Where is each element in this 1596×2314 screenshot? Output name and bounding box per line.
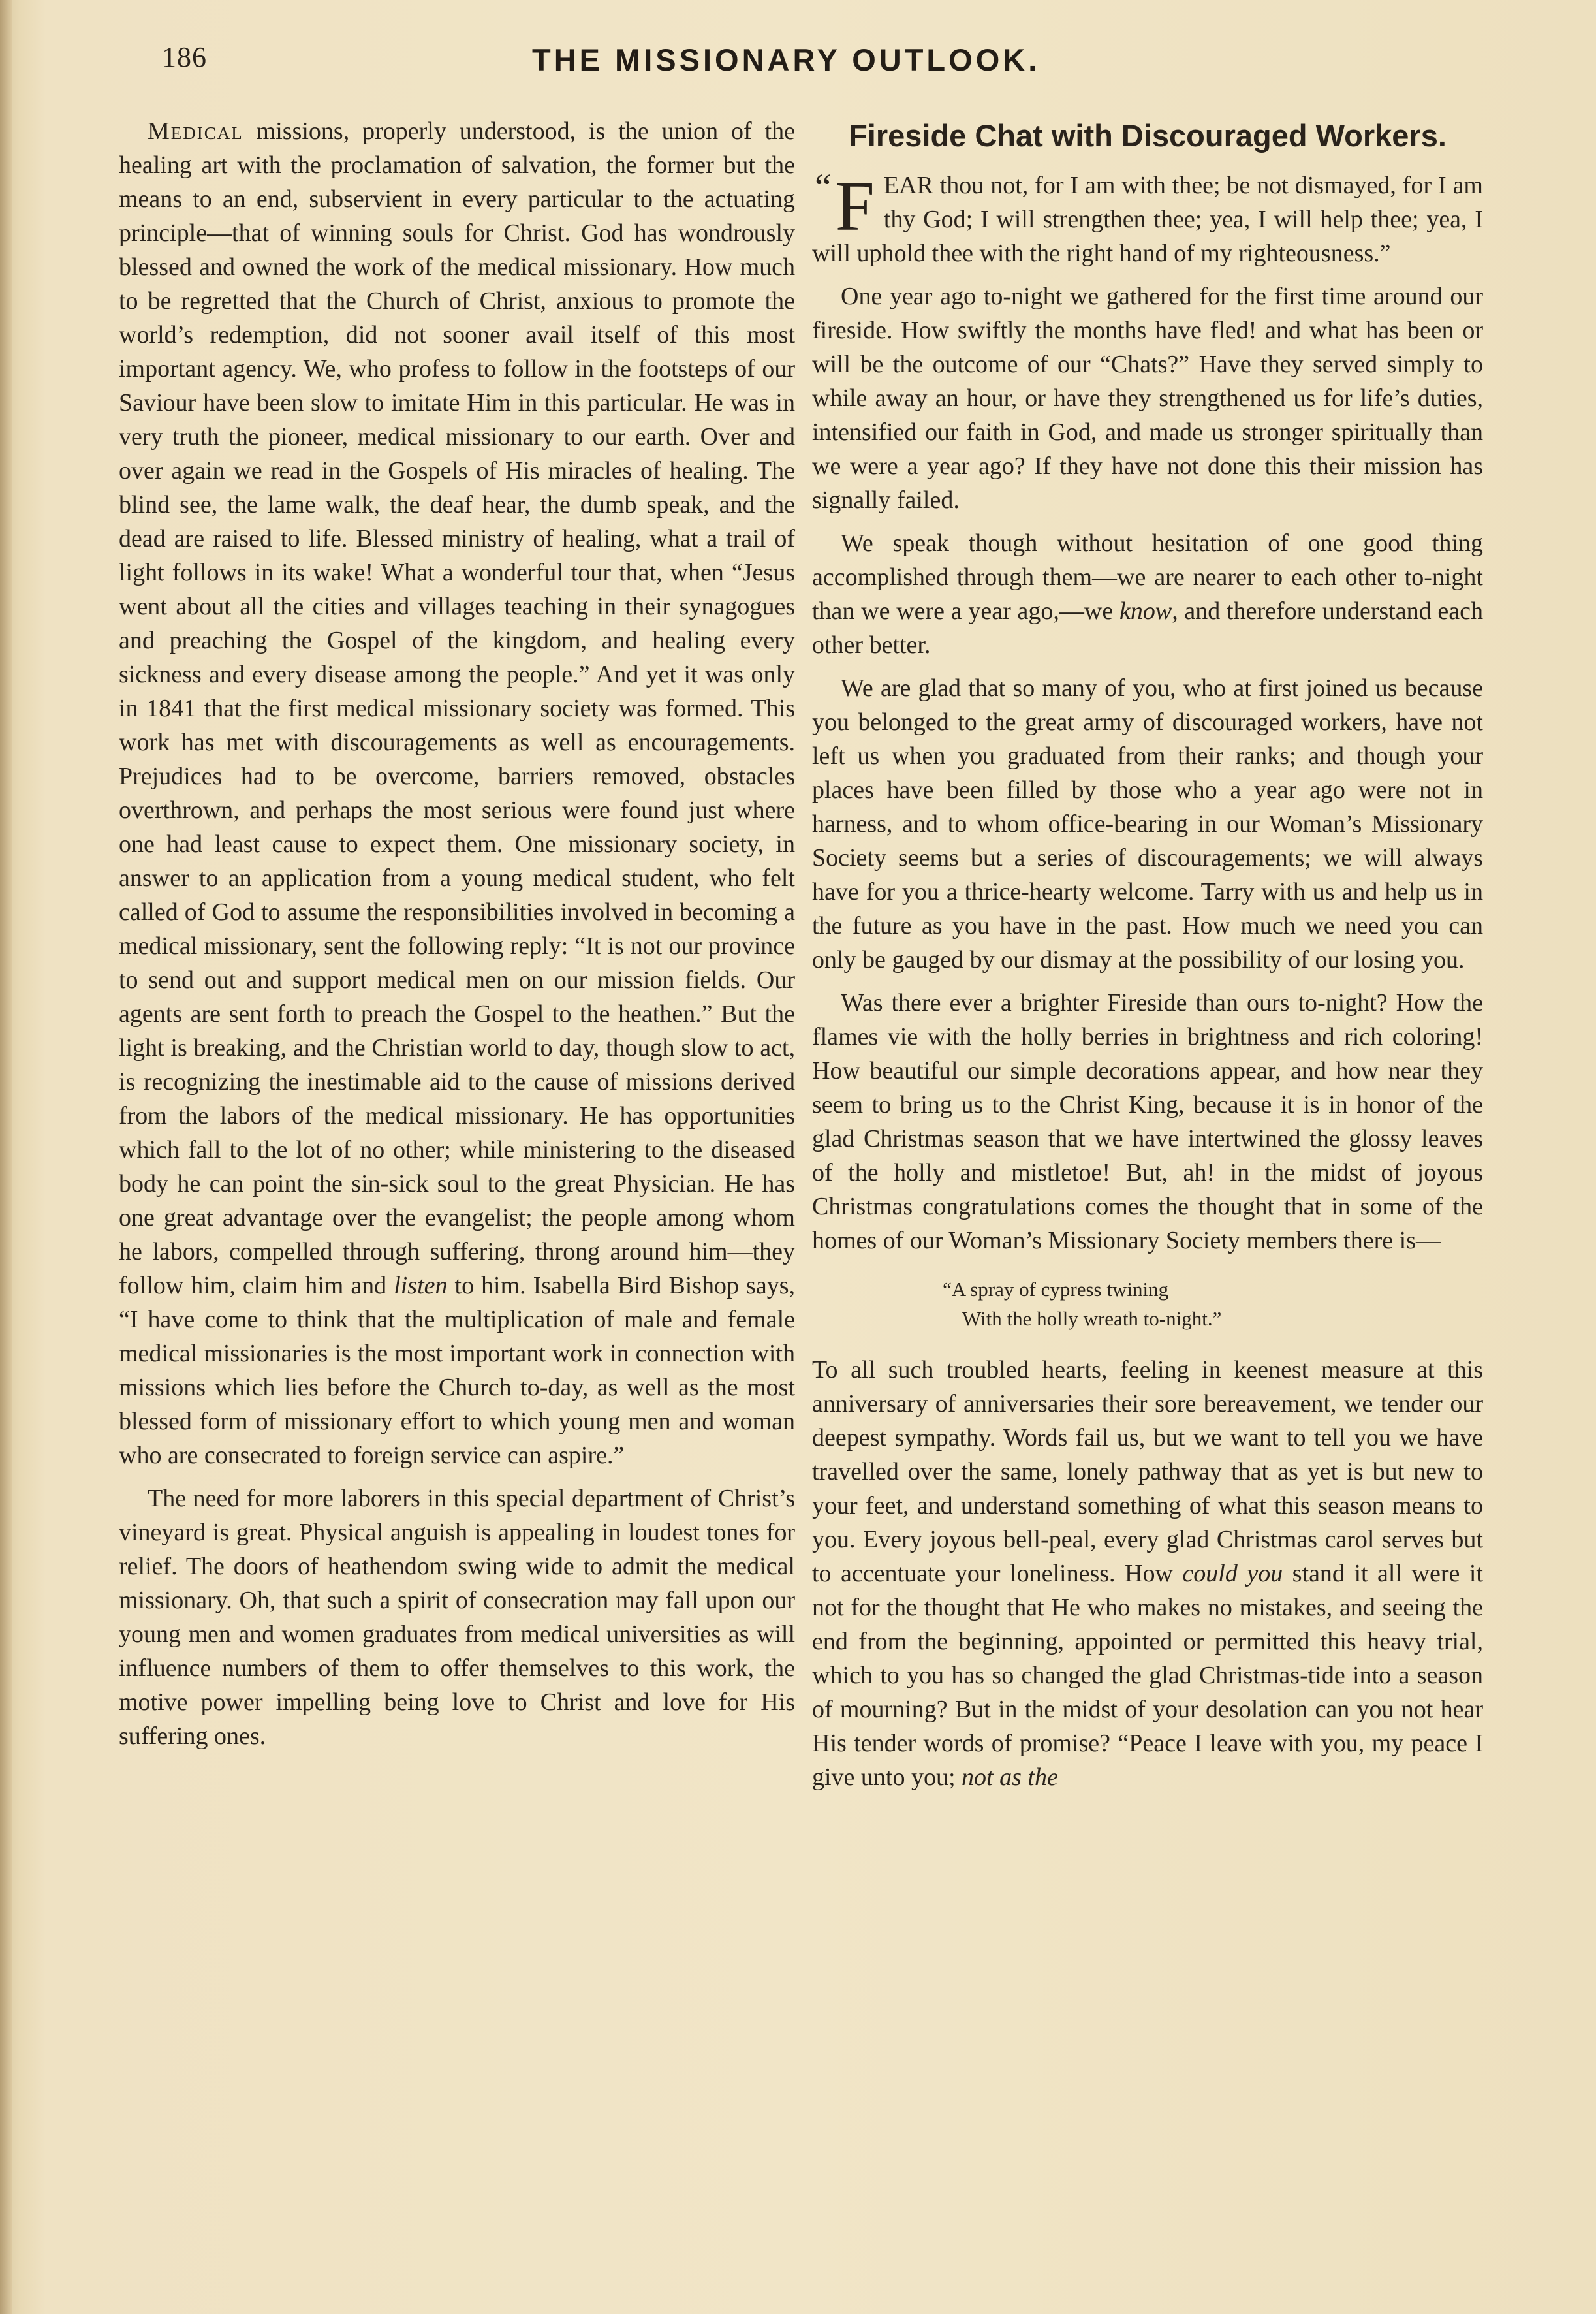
- paragraph-text: stand it all were it not for the thought that He who makes no mistakes, and seeing the end from the beginning, appointed or permitted this heavy trial, which to you has so changed the glad Christmas-tide into a season of mourning? But in the midst of your desolation can you not hear His tender words of promise? “Peace I leave with you, my peace I give unto you;: [812, 1560, 1483, 1791]
- article-title: Fireside Chat with Discouraged Workers.: [849, 118, 1447, 153]
- running-title: THE MISSIONARY OUTLOOK.: [532, 42, 1041, 77]
- page-header: [0, 40, 1596, 86]
- fireside-paragraph-1: [812, 168, 1483, 270]
- verse-line-1: “A spray of cypress twining: [943, 1278, 1169, 1301]
- opening-quote-mark: “: [815, 166, 832, 208]
- fireside-paragraph-4: We are glad that so many of you, who at first joined us because you belonged to the great army of discouraged workers, have not left us when you graduated from their ranks; and though your places have been filled by those who a year ago were not in harness, and to whom office-bearing in our Woman’s Missionary Society seems but a series of discouragements; we will always have for you a thrice-hearty welcome. Tarry with us and help us in the future as you have in the past. How much we need you can only be gauged by our dismay at the possibility of our losing you.: [812, 674, 1483, 974]
- left-column: [119, 114, 795, 1753]
- drop-cap: F: [835, 168, 875, 246]
- right-column: [812, 116, 1483, 1794]
- verse-quotation: [943, 1275, 1483, 1333]
- paragraph-text: , and therefore understand each other better.: [812, 597, 1483, 659]
- medical-missions-paragraph-1: [119, 114, 795, 1472]
- medical-missions-paragraph-2: The need for more laborers in this special department of Christ’s vineyard is great. Physical anguish is appealing in loudest tones for relief. The doors of heathendom swing wide to admit the medical missionary. Oh, that such a spirit of consecration may fall upon our young men and women graduates from medical universities as will influence numbers of them to offer themselves to this work, the motive power impelling being love to Christ and love for His suffering ones.: [119, 1485, 795, 1750]
- paragraph-lead-word: Medical: [148, 118, 243, 145]
- page-number: 186: [162, 41, 207, 73]
- book-spine-shadow: [0, 0, 12, 2314]
- paragraph-text: missions, properly understood, is the union of the healing art with the proclamation of salvation, the former but the means to an end, subservient in every particular to the actuating principle—that of winning souls for Christ. God has wondrously blessed and owned the work of the medical missionary. How much to be regretted that the Church of Christ, anxious to promote the world’s redemption, did not sooner avail itself of this most important agency. We, who profess to follow in the footsteps of our Saviour have been slow to imitate Him in this particular. He was in very truth the pioneer, medical missionary to our earth. Over and over again we read in the Gospels of His miracles of healing. The blind see, the lame walk, the deaf hear, the dumb speak, and the dead are raised to life. Blessed ministry of healing, what a trail of light follows in its wake! What a wonderful tour that, when “Jesus went about all the cities and villages teaching in their synagogues and preaching the Gospel of the kingdom, and healing every sickness and every disease among the people.” And yet it was only in 1841 that the first medical missionary society was formed. This work has met with discouragements as well as encouragements. Prejudices had to be overcome, barriers removed, obstacles overthrown, and perhaps the most serious were found just where one had least cause to expect them. One missionary society, in answer to an application from a young medical student, who felt called of God to assume the responsibilities involved in becoming a medical missionary, sent the following reply: “It is not our province to send out and support medical men on our mission fields. Our agents are sent forth to preach the Gospel to the heathen.” But the light is breaking, and the Christian world to day, though slow to act, is recognizing the inestimable aid to the cause of missions derived from the labors of the medical missionary. He has opportunities which fall to the lot of no other; while ministering to the diseased body he can point the sin-sick soul to the great Physician. He has one great advantage over the evangelist; the people among whom he labors, compelled through suffering, throng around him—they follow him, claim him and: [119, 118, 795, 1299]
- verse-line-2: With the holly wreath to-night.”: [962, 1307, 1222, 1330]
- emphasis-text: could you: [1182, 1560, 1283, 1587]
- emphasis-text: not as the: [962, 1764, 1058, 1791]
- paragraph-text: To all such troubled hearts, feeling in keenest measure at this anniversary of anniversaries their sore bereavement, we tender our deepest sympathy. Words fail us, but we want to tell you we have travelled over the same, lonely pathway that as yet is but new to your feet, and understand something of what this season means to you. Every joyous bell-peal, every glad Christmas carol serves but to accentuate your loneliness. How: [812, 1356, 1483, 1587]
- paragraph-text: to him. Isabella Bird Bishop says, “I have come to think that the multiplication of male and female medical missionaries is the most important work in connection with missions which lies before the Church to-day, as well as the most blessed form of missionary effort to which young men and woman who are consecrated to foreign service can aspire.”: [119, 1272, 795, 1469]
- paragraph-text: We speak though without hesitation of one good thing accomplished through them—we are nearer to each other to-night than we were a year ago,—we: [812, 530, 1483, 625]
- paragraph-text: EAR thou not, for I am with thee; be not dismayed, for I am thy God; I will strengthen thee; yea, I will help thee; yea, I will uphold thee with the right hand of my righteousness.”: [812, 172, 1483, 267]
- fireside-paragraph-5: Was there ever a brighter Fireside than ours to-night? How the flames vie with the holly berries in brightness and rich coloring! How beautiful our simple decorations appear, and how near they seem to bring us to the Christ King, because it is in honor of the glad Christmas season that we have intertwined the glossy leaves of the holly and mistletoe! But, ah! in the midst of joyous Christmas congratulations comes the thought that in some of the homes of our Woman’s Missionary Society members there is—: [812, 989, 1483, 1254]
- fireside-paragraph-3: [812, 526, 1483, 662]
- emphasis-text: listen: [394, 1272, 448, 1299]
- emphasis-text: know: [1119, 597, 1172, 625]
- fireside-paragraph-6: [812, 1353, 1483, 1794]
- fireside-paragraph-2: One year ago to-night we gathered for the first time around our fireside. How swiftly the months have fled! and what has been or will be the outcome of our “Chats?” Have they served simply to while away an hour, or have they strengthened us for life’s duties, intensified our faith in God, and made us stronger spiritually than we were a year ago? If they have not done this their mission has signally failed.: [812, 283, 1483, 514]
